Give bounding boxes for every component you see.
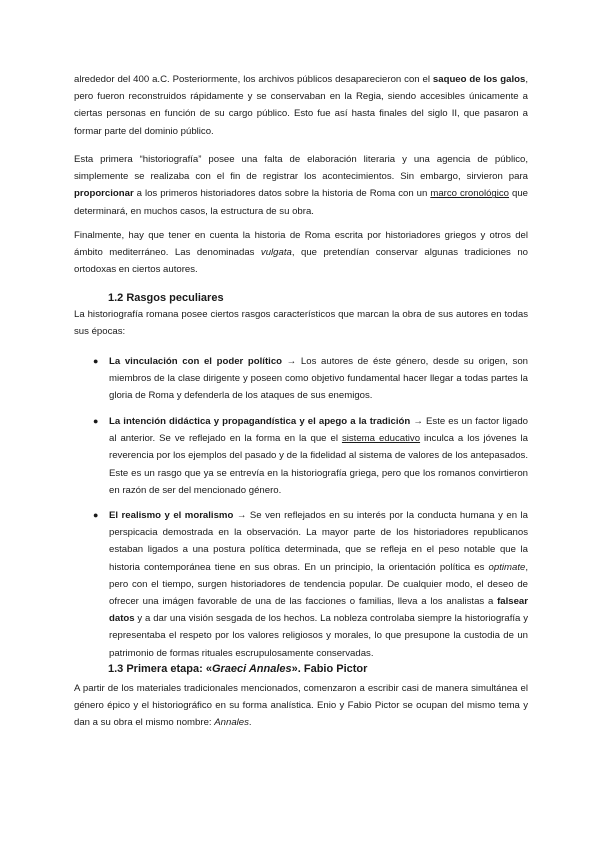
paragraph-first-historiography: Esta primera “historiografía” posee una falta de elaboración literaria y una agencia de público, simplemente se realizaba con el fin de registrar los acontecimientos. Sin embargo, sirvieron para proporcionar a los primeros historiadores datos sobre la historia de Roma con un marco cronológico que determinará, en muchos casos, la estructura de su obra. bbox=[74, 154, 528, 217]
bold-phrase: saqueo de los galos bbox=[432, 74, 526, 85]
bullet-icon: ● bbox=[93, 510, 99, 520]
underlined-phrase: marco cronológico bbox=[430, 188, 510, 200]
italic-phrase: Annales bbox=[214, 717, 249, 729]
underlined-phrase: sistema educativo bbox=[341, 433, 421, 445]
bold-phrase: proporcionar bbox=[74, 188, 134, 200]
italic-phrase: vulgata bbox=[260, 247, 292, 259]
list-item: ● La vinculación con el poder político → Los autores de éste género, desde su origen, son miembros de la clase dirigente y poseen como objetivo fundamental hacer llegar a todas partes la gloria de Roma y defenderla de los ataques de sus enemigos. bbox=[93, 353, 528, 405]
paragraph-primera-etapa: A partir de los materiales tradicionales mencionados, comenzaron a escribir casi de manera simultánea el género épico y el historiográfico en su forma analística. Enio y Fabio Pictor se ocupan del mismo tema y dan a su obra el mismo nombre: Annales. bbox=[74, 683, 528, 729]
paragraph-archives: alrededor del 400 a.C. Posteriormente, los archivos públicos desaparecieron con el saqueo de los galos, pero fueron reconstruidos rápidamente y se conservaban en la Regia, siendo accesibles únicamente a ciertas personas en función de su cargo público. Esto fue así hasta finales del siglo II, que pasaron a formar parte del dominio público. bbox=[74, 74, 529, 137]
italic-phrase: optimate bbox=[488, 561, 526, 573]
bullet-icon: ● bbox=[93, 416, 99, 426]
list-item: ● La intención didáctica y propagandística y el apego a la tradición → Este es un factor ligado al anterior. Se ve reflejado en la forma en la que el sistema educativo inculca a los jóvenes la reverencia por los ejemplos del pasado y de la fidelidad al sistema de valores de los antepasados. Este es un rasgo que ya se entrevía en la historiografía griega, pero que los romanos convirtieron en razón de ser del mencionado género. bbox=[93, 413, 528, 499]
bold-phrase: La intención didáctica y propagandística y el apego a la tradición bbox=[109, 416, 411, 427]
paragraph-rasgos-intro: La historiografía romana posee ciertos rasgos característicos que marcan la obra de sus autores en todas sus épocas: bbox=[74, 309, 528, 338]
bold-phrase: La vinculación con el poder político bbox=[109, 356, 283, 367]
section-heading-rasgos: 1.2 Rasgos peculiares bbox=[108, 292, 224, 304]
section-heading-primera-etapa: 1.3 Primera etapa: «Graeci Annales». Fabio Pictor bbox=[108, 663, 368, 675]
bullet-icon: ● bbox=[93, 356, 99, 366]
list-item: ● El realismo y el moralismo → Se ven reflejados en su interés por la conducta humana y en la perspicacia demostrada en la observación. La mayor parte de los historiadores republicanos estaban ligados a una postura política determinada, que se refleja en el peso notable que la historia contemporánea tiene en sus obras. En un principio, la orientación política es optimate, pero con el tiempo, surgen historiadores de tendencia popular. De cualquier modo, el deseo de ofrecer una imágen favorable de una de las facciones o familias, lleva a los analistas a falsear datos y a dar una visión sesgada de los hechos. La nobleza controlaba siempre la historiografía y representaba el respeto por los valores religiosos y morales, lo que presupone la custodia de un patrimonio de formas rituales escrupulosamente conservadas. bbox=[93, 507, 528, 662]
paragraph-greek-historians: Finalmente, hay que tener en cuenta la historia de Roma escrita por historiadores griegos y otros del ámbito mediterráneo. Las denominadas vulgata, que pretendían conservar algunas tradiciones no ortodoxas en ciertos autores. bbox=[74, 230, 528, 276]
bold-phrase: El realismo y el moralismo bbox=[109, 510, 234, 521]
bold-phrase: falsear datos bbox=[109, 596, 528, 625]
